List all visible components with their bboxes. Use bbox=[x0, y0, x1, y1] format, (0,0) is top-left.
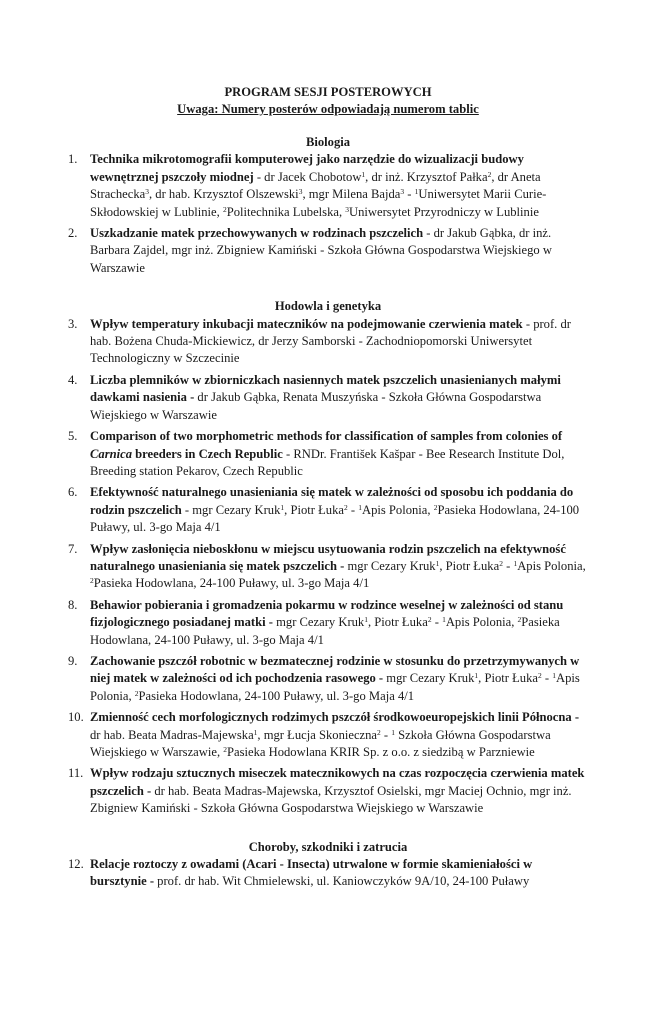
affiliation-marker: 1 bbox=[474, 671, 479, 681]
title-block bbox=[0, 84, 656, 119]
poster-title: Zachowanie pszczół robotnic w bezmatecznej rodzinie w stosunku do przetrzymywanych w niej matek w zależności od ich pochodzenia rasowego - bbox=[90, 653, 580, 686]
affiliation-marker: 3 bbox=[345, 204, 350, 214]
affiliation-marker: 1 bbox=[435, 558, 440, 568]
poster-number: 8. bbox=[68, 597, 78, 612]
poster-authors: dr hab. Beata Madras-Majewska, Krzysztof Osielski, mgr Maciej Ochnio, mgr inż. Zbigniew Kamiński - Szkoła Główna Gospodarstwa Wiejskiego w Warszawie bbox=[90, 783, 572, 816]
poster-authors: Pasieka Hodowlana, 24-100 Puławy, ul. 3-go Maja 4/1 bbox=[90, 502, 580, 535]
poster-authors: Apis Polonia, bbox=[517, 558, 586, 573]
poster-authors: Apis Polonia, bbox=[445, 615, 518, 630]
poster-authors: - dr Jakub Gąbka, dr inż. Barbara Zajdel, mgr inż. Zbigniew Kamiński - Szkoła Główna Gospodarstwa Wiejskiego w Warszawie bbox=[90, 226, 552, 275]
poster-title: Zmienność cech morfologicznych rodzimych pszczół środkowoeuropejskich linii Północna - bbox=[90, 710, 580, 725]
section-heading: Biologia bbox=[305, 135, 351, 149]
poster-authors: - mgr Cezary Kruk bbox=[181, 502, 281, 517]
affiliation-marker: 3 bbox=[400, 187, 405, 197]
affiliation-marker: 1 bbox=[280, 502, 285, 512]
affiliation-marker: 1 bbox=[364, 615, 368, 625]
poster-authors: , Piotr Łuka bbox=[439, 558, 500, 573]
poster-authors: , dr inż. Krzysztof Pałka bbox=[365, 169, 488, 184]
poster-authors: - RNDr. František Kašpar - Bee Research Institute Dol, Breeding station Pekarov, Czech Republic bbox=[90, 446, 565, 478]
poster-title: Relacje roztoczy z owadami (Acari - Insecta) utrwalone w formie skamieniałości w bursztynie - bbox=[90, 857, 533, 889]
affiliation-marker: 1 bbox=[391, 727, 396, 737]
poster-title-text: breeders in Czech Republic bbox=[132, 446, 283, 461]
poster-number: 3. bbox=[68, 316, 78, 331]
poster-title-italic: Carnica bbox=[90, 446, 132, 461]
affiliation-marker: 1 bbox=[513, 558, 518, 568]
poster-number: 4. bbox=[68, 372, 78, 387]
poster-title: Liczba plemników w zbiorniczkach nasiennych matek pszczelich unasienianych małymi dawkami nasienia - bbox=[90, 372, 561, 405]
poster-title: Wpływ temperatury inkubacji mateczników na podejmowanie czerwienia matek bbox=[90, 316, 523, 331]
poster-authors: - bbox=[347, 502, 359, 517]
poster-number: 6. bbox=[68, 485, 78, 500]
affiliation-marker: 3 bbox=[145, 187, 149, 197]
poster-entry bbox=[0, 484, 656, 536]
poster-entry bbox=[0, 653, 656, 705]
poster-authors: mgr Cezary Kruk bbox=[272, 615, 365, 630]
poster-authors: , Piotr Łuka bbox=[284, 502, 344, 517]
poster-number: 1. bbox=[68, 152, 78, 167]
page-subtitle: Uwaga: Numery posterów odpowiadają numerom tablic bbox=[177, 102, 479, 117]
poster-number: 12. bbox=[68, 857, 84, 872]
affiliation-marker: 1 bbox=[253, 727, 258, 737]
affiliation-marker: 2 bbox=[537, 671, 542, 681]
poster-authors: - bbox=[502, 558, 514, 573]
poster-title: Wpływ rodzaju sztucznych miseczek matecznikowych na czas rozpoczęcia czerwienia matek pszczelich - bbox=[90, 766, 585, 798]
affiliation-marker: 2 bbox=[427, 615, 432, 625]
poster-authors: Politechnika Lubelska, bbox=[226, 204, 346, 219]
affiliation-marker: 2 bbox=[90, 576, 94, 586]
poster-authors: Uniwersytet Przyrodniczy w Lublinie bbox=[349, 204, 539, 219]
poster-entry bbox=[0, 709, 656, 761]
affiliation-marker: 1 bbox=[552, 671, 556, 681]
poster-entry bbox=[0, 372, 656, 424]
poster-authors: - dr Jacek Chobotow bbox=[253, 169, 362, 184]
poster-authors: Pasieka Hodowlana, 24-100 Puławy, ul. 3-go Maja 4/1 bbox=[138, 688, 415, 703]
affiliation-marker: 1 bbox=[358, 502, 362, 512]
affiliation-marker: 2 bbox=[377, 727, 381, 737]
poster-title: Uszkadzanie matek przechowywanych w rodzinach pszczelich bbox=[90, 226, 424, 241]
poster-entry bbox=[0, 151, 656, 221]
poster-authors: mgr Cezary Kruk bbox=[383, 671, 475, 686]
affiliation-marker: 2 bbox=[487, 169, 492, 179]
affiliation-marker: 2 bbox=[499, 558, 503, 568]
affiliation-marker: 1 bbox=[414, 187, 419, 197]
poster-authors: , mgr Łucja Skonieczna bbox=[257, 727, 378, 742]
affiliation-marker: 2 bbox=[433, 502, 438, 512]
poster-title: Behawior pobierania i gromadzenia pokarmu w rodzince weselnej w zależności od stanu fizjologicznego posiadanej matki - bbox=[90, 597, 564, 630]
poster-entry bbox=[0, 225, 656, 277]
poster-authors: prof. dr hab. Wit Chmielewski, ul. Kaniowczyków 9A/10, 24-100 Puławy bbox=[154, 874, 530, 889]
poster-authors: Szkoła Główna Gospodarstwa Wiejskiego w Warszawie, bbox=[90, 727, 551, 759]
poster-number: 2. bbox=[68, 226, 78, 241]
poster-authors: Pasieka Hodowlana, 24-100 Puławy, ul. 3-go Maja 4/1 bbox=[90, 615, 560, 647]
poster-authors: - bbox=[380, 727, 392, 742]
poster-title: Wpływ zasłonięcia nieboskłonu w miejscu usytuowania rodzin pszczelich na efektywność naturalnego unasieniania się matek pszczelich - bbox=[90, 541, 566, 573]
affiliation-marker: 1 bbox=[361, 169, 366, 179]
poster-entry bbox=[0, 765, 656, 817]
affiliation-marker: 2 bbox=[223, 745, 227, 754]
section-heading: Choroby, szkodniki i zatrucia bbox=[248, 839, 408, 854]
section-heading: Hodowla i genetyka bbox=[274, 299, 382, 314]
poster-authors: - bbox=[541, 671, 553, 686]
poster-entry bbox=[0, 428, 656, 480]
poster-authors: , dr hab. Krzysztof Olszewski bbox=[149, 187, 299, 202]
poster-number: 10. bbox=[68, 710, 84, 725]
poster-authors: - bbox=[431, 615, 443, 630]
poster-authors: Apis Polonia, bbox=[90, 671, 580, 703]
poster-authors: mgr Cezary Kruk bbox=[344, 558, 436, 573]
poster-number: 11. bbox=[68, 766, 84, 781]
affiliation-marker: 1 bbox=[442, 615, 446, 625]
page-title: PROGRAM SESJI POSTEROWYCH bbox=[224, 85, 432, 99]
affiliation-marker: 2 bbox=[222, 204, 227, 214]
section-gap bbox=[0, 822, 656, 839]
poster-program bbox=[0, 134, 656, 895]
poster-authors: Pasieka Hodowlana KRIR Sp. z o.o. z siedzibą w Parzniewie bbox=[227, 745, 535, 759]
poster-authors: Uniwersytet Marii Curie-Skłodowskiej w Lublinie, bbox=[90, 187, 547, 219]
poster-authors: dr Jakub Gąbka, Renata Muszyńska - Szkoła Główna Gospodarstwa Wiejskiego w Warszawie bbox=[90, 390, 542, 422]
poster-authors: - bbox=[404, 187, 415, 202]
poster-entry bbox=[0, 856, 656, 891]
poster-authors: Apis Polonia, bbox=[361, 502, 434, 517]
poster-entry bbox=[0, 316, 656, 368]
section-gap bbox=[0, 281, 656, 298]
affiliation-marker: 2 bbox=[134, 688, 139, 698]
poster-authors: , Piotr Łuka bbox=[478, 671, 538, 686]
affiliation-marker: 2 bbox=[343, 502, 348, 512]
poster-title: Technika mikrotomografii komputerowej jako narzędzie do wizualizacji budowy wewnętrznej pszczoły miodnej bbox=[90, 152, 524, 184]
affiliation-marker: 3 bbox=[298, 187, 303, 197]
poster-authors: Pasieka Hodowlana, 24-100 Puławy, ul. 3-go Maja 4/1 bbox=[93, 576, 370, 591]
poster-entry bbox=[0, 597, 656, 649]
poster-entry bbox=[0, 541, 656, 593]
poster-title: Efektywność naturalnego unasieniania się matek w zależności od sposobu ich poddania do rodzin pszczelich bbox=[90, 485, 574, 517]
poster-number: 9. bbox=[68, 653, 78, 668]
poster-number: 5. bbox=[68, 429, 78, 444]
poster-authors: dr hab. Beata Madras-Majewska bbox=[90, 727, 254, 742]
poster-number: 7. bbox=[68, 541, 78, 556]
poster-title-text: Comparison of two morphometric methods for classification of samples from colonies of bbox=[90, 429, 563, 444]
poster-authors: , dr Aneta Strachecka bbox=[90, 169, 541, 202]
poster-authors: - prof. dr hab. Bożena Chuda-Mickiewicz, dr Jerzy Samborski - Zachodniopomorski Uniwersytet Technologiczny w Szczecinie bbox=[90, 316, 571, 366]
affiliation-marker: 2 bbox=[517, 615, 522, 625]
poster-authors: , mgr Milena Bajda bbox=[302, 187, 401, 202]
poster-authors: , Piotr Łuka bbox=[367, 615, 428, 630]
